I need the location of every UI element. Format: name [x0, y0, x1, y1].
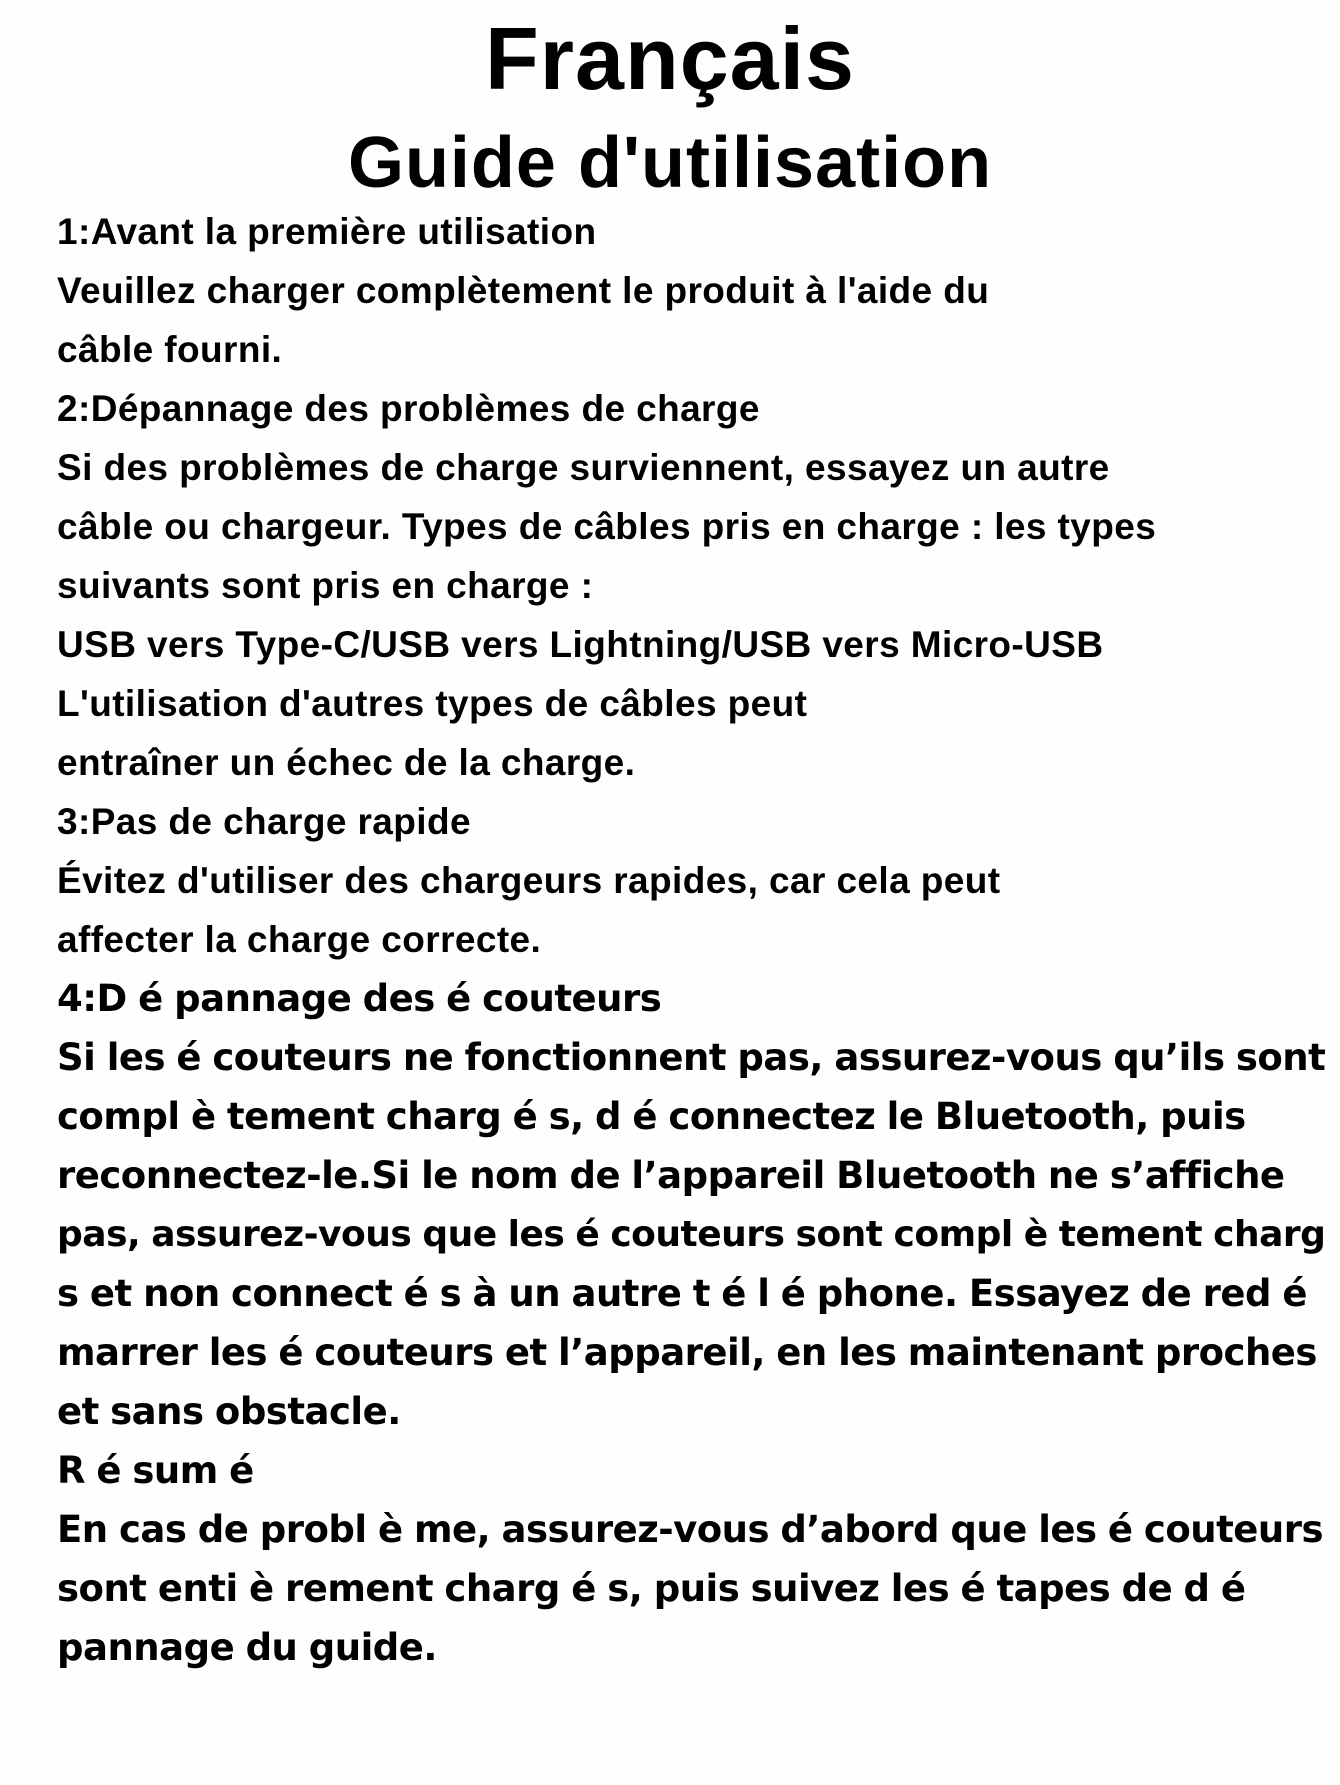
text-line: câble ou chargeur. Types de câbles pris en charge : les types: [57, 506, 1157, 547]
text-line: sont enti è rement charg é s, puis suivez les é tapes de d é: [57, 1567, 1246, 1610]
text-line: 1:Avant la première utilisation: [57, 211, 597, 252]
text-line: USB vers Type-C/USB vers Lightning/USB vers Micro-USB: [57, 624, 1104, 665]
text-line: Si les é couteurs ne fonctionnent pas, assurez-vous qu’ils sont: [57, 1036, 1326, 1079]
text-line: pannage du guide.: [57, 1626, 437, 1669]
text-line: En cas de probl è me, assurez-vous d’abord que les é couteurs: [57, 1508, 1323, 1551]
guide-body: [57, 202, 1327, 1677]
text-line: marrer les é couteurs et l’appareil, en les maintenant proches: [57, 1331, 1317, 1374]
text-line: affecter la charge correcte.: [57, 919, 542, 960]
text-line: Veuillez charger complètement le produit à l'aide du: [57, 270, 990, 311]
text-line: 2:Dépannage des problèmes de charge: [57, 388, 760, 429]
language-heading: Français: [485, 9, 855, 108]
text-line: et sans obstacle.: [57, 1390, 401, 1433]
text-line: câble fourni.: [57, 329, 283, 370]
text-line: suivants sont pris en charge :: [57, 565, 594, 606]
text-line: L'utilisation d'autres types de câbles peut: [57, 683, 808, 724]
text-line: Évitez d'utiliser des chargeurs rapides, car cela peut: [57, 860, 1001, 901]
text-line: 4:D é pannage des é couteurs: [57, 977, 662, 1020]
text-line: Si des problèmes de charge surviennent, essayez un autre: [57, 447, 1110, 488]
text-line: reconnectez-le.Si le nom de l’appareil Bluetooth ne s’affiche: [57, 1154, 1285, 1197]
text-line: entraîner un échec de la charge.: [57, 742, 636, 783]
text-line: compl è tement charg é s, d é connectez le Bluetooth, puis: [57, 1095, 1246, 1138]
text-line: pas, assurez-vous que les é couteurs sont compl è tement charg: [57, 1214, 1326, 1255]
text-line: R é sum é: [57, 1449, 254, 1492]
document-title: Guide d'utilisation: [347, 123, 993, 203]
text-line: s et non connect é s à un autre t é l é phone. Essayez de red é: [57, 1272, 1307, 1315]
text-line: 3:Pas de charge rapide: [57, 801, 471, 842]
